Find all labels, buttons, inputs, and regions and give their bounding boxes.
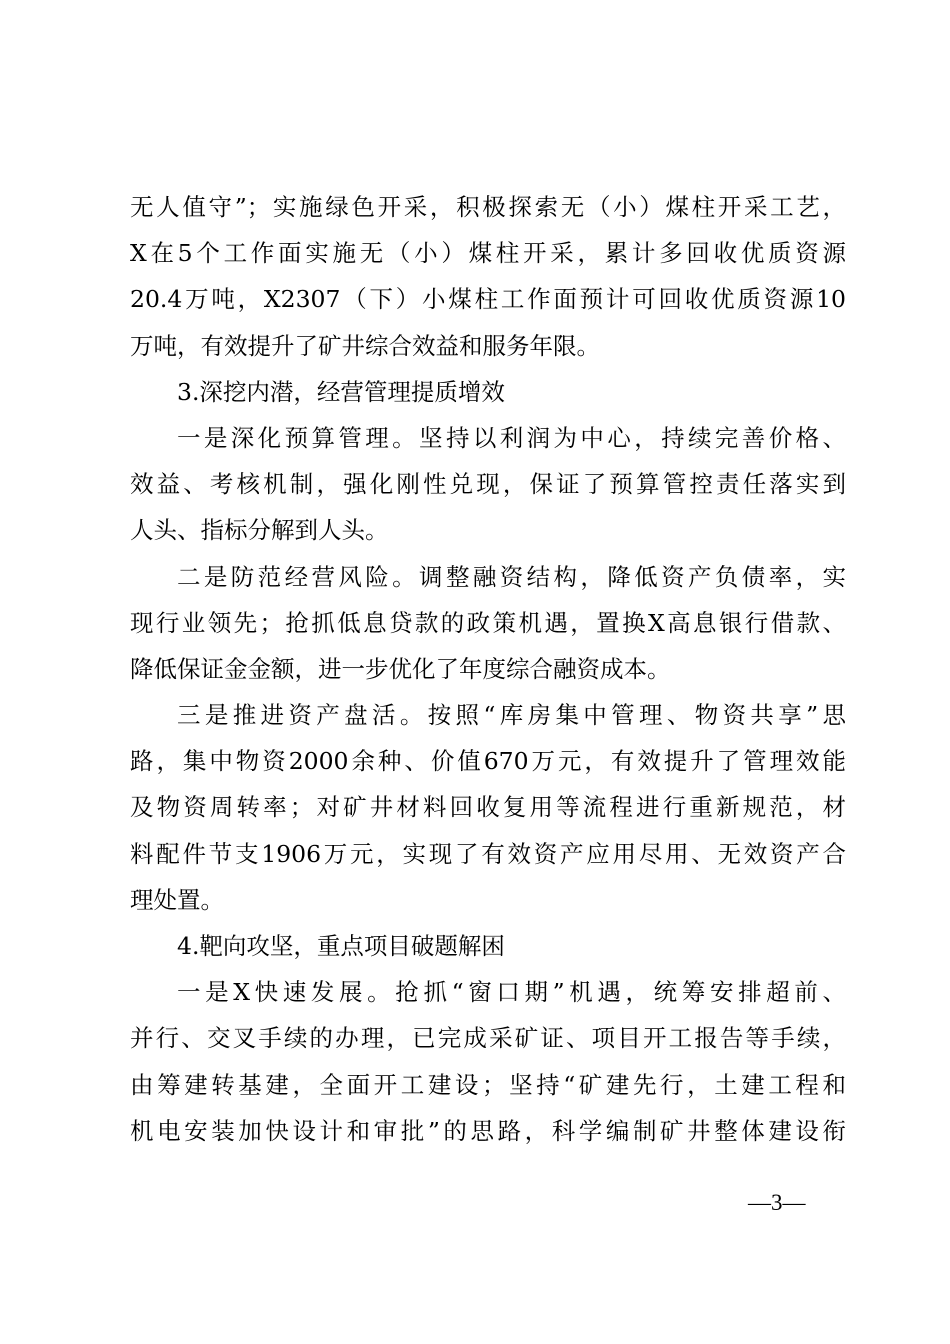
- text-line: 路，集中物资2000余种、价值670万元，有效提升了管理效能: [130, 747, 846, 776]
- text-line: 并行、交叉手续的办理，已完成采矿证、项目开工报告等手续，: [130, 1024, 846, 1053]
- text-line: 二是防范经营风险。调整融资结构，降低资产负债率，实: [177, 562, 846, 591]
- text-line: 一是X快速发展。抢抓“窗口期”机遇，统筹安排超前、: [177, 978, 846, 1007]
- text-line: 理处置。: [130, 885, 224, 914]
- text-line: 无人值守”；实施绿色开采，积极探索无（小）煤柱开采工艺，: [130, 193, 846, 221]
- heading-text: 3.深挖内潜，经营管理提质增效: [177, 377, 505, 406]
- text-line: X在5个工作面实施无（小）煤柱开采，累计多回收优质资源: [130, 239, 846, 268]
- paragraph-risk-prevention: [130, 554, 846, 693]
- paragraph-budget-management: [130, 415, 846, 554]
- text-line: 由筹建转基建，全面开工建设；坚持“矿建先行，土建工程和: [130, 1070, 846, 1099]
- text-line: 三是推进资产盘活。按照“库房集中管理、物资共享”思: [177, 701, 846, 730]
- section-heading-3: [130, 369, 846, 415]
- section-heading-4: [130, 923, 846, 969]
- paragraph-continuation: [130, 184, 846, 369]
- text-line: 万吨，有效提升了矿井综合效益和服务年限。: [130, 331, 600, 360]
- text-line: 一是深化预算管理。坚持以利润为中心，持续完善价格、: [177, 423, 846, 452]
- heading-text: 4.靶向攻坚，重点项目破题解困: [177, 932, 505, 960]
- paragraph-rapid-development: [130, 969, 846, 1154]
- text-line: 及物资周转率；对矿井材料回收复用等流程进行重新规范，材: [130, 793, 846, 822]
- text-line: 20.4万吨，X2307（下）小煤柱工作面预计可回收优质资源10: [130, 285, 846, 314]
- text-line: 料配件节支1906万元，实现了有效资产应用尽用、无效资产合: [130, 839, 846, 868]
- text-line: 机电安装加快设计和审批”的思路，科学编制矿井整体建设衔: [130, 1116, 846, 1145]
- text-line: 降低保证金金额，进一步优化了年度综合融资成本。: [130, 654, 671, 683]
- document-body: [130, 184, 846, 1154]
- text-line: 人头、指标分解到人头。: [130, 516, 389, 545]
- page-number: —3—: [748, 1190, 806, 1215]
- text-line: 效益、考核机制，强化刚性兑现，保证了预算管控责任落实到: [130, 470, 846, 499]
- paragraph-asset-revitalization: [130, 692, 846, 923]
- text-line: 现行业领先；抢抓低息贷款的政策机遇，置换X高息银行借款、: [130, 608, 846, 637]
